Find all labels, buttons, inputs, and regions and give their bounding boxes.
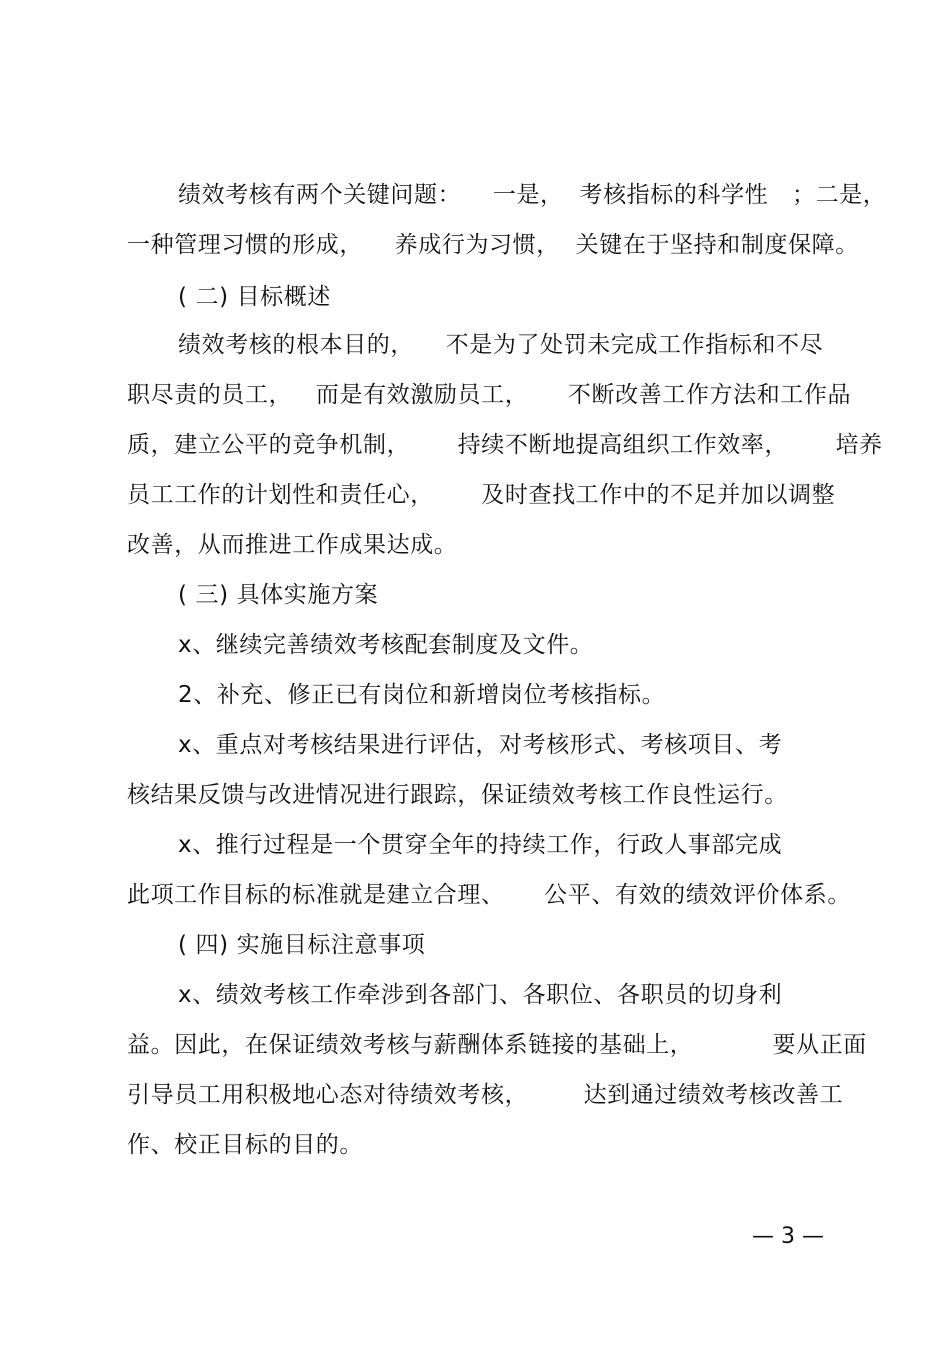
paragraph-line: 改善，从而推进工作成果达成。 xyxy=(127,532,458,558)
list-item: 2、补充、修正已有岗位和新增岗位考核指标。 xyxy=(178,682,666,708)
paragraph-line: 作、校正目标的目的。 xyxy=(127,1132,363,1158)
section-heading: ( 四) 实施目标注意事项 xyxy=(178,932,426,958)
paragraph-line: 职尽责的员工， 而是有效激励员工， 不断改善工作方法和工作品 xyxy=(127,382,852,408)
paragraph-line: 核结果反馈与改进情况进行跟踪，保证绩效考核工作良性运行。 xyxy=(127,782,788,808)
list-item: x、绩效考核工作牵涉到各部门、各职位、各职员的切身利 xyxy=(178,982,783,1008)
paragraph-line: 员工工作的计划性和责任心， 及时查找工作中的不足并加以调整 xyxy=(127,482,836,508)
list-item: x、重点对考核结果进行评估，对考核形式、考核项目、考 xyxy=(178,732,783,758)
paragraph-line: 绩效考核的根本目的， 不是为了处罚未完成工作指标和不尽 xyxy=(178,332,824,358)
section-heading: ( 二) 目标概述 xyxy=(178,284,331,310)
paragraph-line: 一种管理习惯的形成， 养成行为习惯， 关键在于坚持和制度保障。 xyxy=(127,232,859,258)
paragraph-line: 益。因此，在保证绩效考核与薪酬体系链接的基础上， 要从正面 xyxy=(127,1032,867,1058)
paragraph-line: 质，建立公平的竞争机制， 持续不断地提高组织工作效率， 培养 xyxy=(127,432,883,458)
list-item: x、推行过程是一个贯穿全年的持续工作，行政人事部完成 xyxy=(178,832,783,858)
paragraph-line: 此项工作目标的标准就是建立合理、 公平、有效的绩效评价体系。 xyxy=(127,882,851,908)
paragraph-line: 绩效考核有两个关键问题： 一是， 考核指标的科学性 ；二是， xyxy=(178,182,887,208)
page-number: — 3 — xyxy=(752,1224,824,1249)
section-heading: ( 三) 具体实施方案 xyxy=(178,582,379,608)
paragraph-line: 引导员工用积极地心态对待绩效考核， 达到通过绩效考核改善工 xyxy=(127,1082,844,1108)
list-item: x、继续完善绩效考核配套制度及文件。 xyxy=(178,632,594,658)
